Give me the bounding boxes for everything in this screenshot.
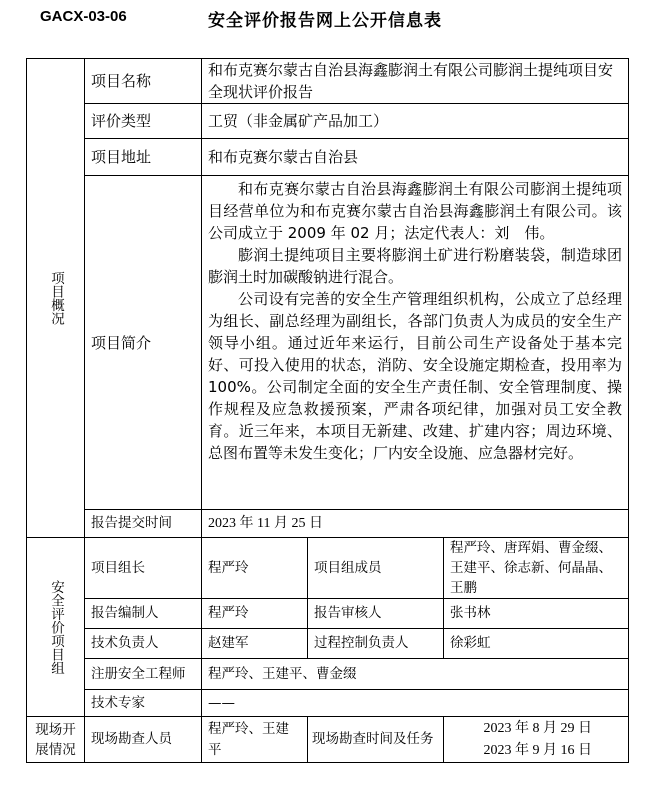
label-tech: 技术负责人 — [85, 629, 202, 659]
value-process: 徐彩虹 — [444, 629, 629, 659]
label-address: 项目地址 — [85, 139, 202, 176]
document-code: GACX-03-06 — [40, 8, 127, 25]
value-eval-type: 工贸（非金属矿产品加工） — [202, 104, 629, 139]
value-leader: 程严玲 — [202, 538, 308, 599]
intro-paragraph: 公司设有完善的安全生产管理组织机构，公成立了总经理为组长、副总经理为副组长，各部门负责人为成员的安全生产领导小组。通过近年来运行，目前公司生产设备处于基本完好、可投入使用的状态，消防、安全设施定期检查，投用率为 100%。公司制定全面的安全生产责任制、安全管理制度、操作规程及应急救援预案，严肃各项纪律，加强对员工安全教育。近三年来，本项目无新建、改建、扩建内容；周边环境、总图布置等未发生变化；厂内安全设施、应急器材完好。 — [208, 290, 623, 462]
value-reviewer: 张书林 — [444, 599, 629, 629]
row-engineer — [27, 659, 629, 690]
value-address: 和布克赛尔蒙古自治县 — [202, 139, 629, 176]
value-intro — [202, 176, 629, 510]
section-team — [27, 538, 85, 717]
row-submit-time — [27, 510, 629, 538]
row-tech — [27, 629, 629, 659]
label-intro: 项目简介 — [85, 176, 202, 510]
row-expert — [27, 690, 629, 717]
section-label: 安全评价项目组 — [48, 579, 64, 675]
value-tech: 赵建军 — [202, 629, 308, 659]
row-site — [27, 717, 629, 763]
section-label: 项目概况 — [48, 271, 64, 325]
row-eval-type — [27, 104, 629, 139]
document-title: 安全评价报告网上公开信息表 — [208, 11, 442, 31]
row-project-name — [27, 59, 629, 104]
label-editor: 报告编制人 — [85, 599, 202, 629]
label-reviewer: 报告审核人 — [308, 599, 444, 629]
row-leader — [27, 538, 629, 599]
intro-paragraph: 和布克赛尔蒙古自治县海鑫膨润土有限公司膨润土提纯项目经营单位为和布克赛尔蒙古自治县海鑫膨润土有限公司。该公司成立于 2009 年 02 月；法定代表人：刘 伟。 — [208, 180, 623, 242]
section-site: 现场开展情况 — [27, 717, 85, 763]
label-submit-time: 报告提交时间 — [85, 510, 202, 538]
value-expert: —— — [202, 690, 629, 717]
row-intro — [27, 176, 629, 510]
label-eval-type: 评价类型 — [85, 104, 202, 139]
intro-paragraph: 膨润土提纯项目主要将膨润土矿进行粉磨装袋，制造球团膨润土时加碳酸钠进行混合。 — [208, 246, 623, 286]
survey-date: 2023 年 9 月 16 日 — [483, 742, 593, 758]
label-expert: 技术专家 — [85, 690, 202, 717]
value-survey-time — [444, 717, 629, 763]
label-leader: 项目组长 — [85, 538, 202, 599]
label-project-name: 项目名称 — [85, 59, 202, 104]
value-survey: 程严玲、王建平 — [202, 717, 308, 763]
value-editor: 程严玲 — [202, 599, 308, 629]
value-project-name: 和布克赛尔蒙古自治县海鑫膨润土有限公司膨润土提纯项目安全现状评价报告 — [202, 59, 629, 104]
label-engineer: 注册安全工程师 — [85, 659, 202, 690]
section-project-overview — [27, 59, 85, 538]
survey-date: 2023 年 8 月 29 日 — [483, 720, 593, 736]
row-address — [27, 139, 629, 176]
info-table — [26, 58, 629, 763]
label-survey: 现场勘查人员 — [85, 717, 202, 763]
value-members: 程严玲、唐珲娟、曹金缀、王建平、徐志新、何晶晶、王鹏 — [444, 538, 629, 599]
label-members: 项目组成员 — [308, 538, 444, 599]
value-submit-time: 2023 年 11 月 25 日 — [202, 510, 629, 538]
value-engineer: 程严玲、王建平、曹金缀 — [202, 659, 629, 690]
label-survey-time: 现场勘查时间及任务 — [308, 717, 444, 763]
label-process: 过程控制负责人 — [308, 629, 444, 659]
row-editor — [27, 599, 629, 629]
